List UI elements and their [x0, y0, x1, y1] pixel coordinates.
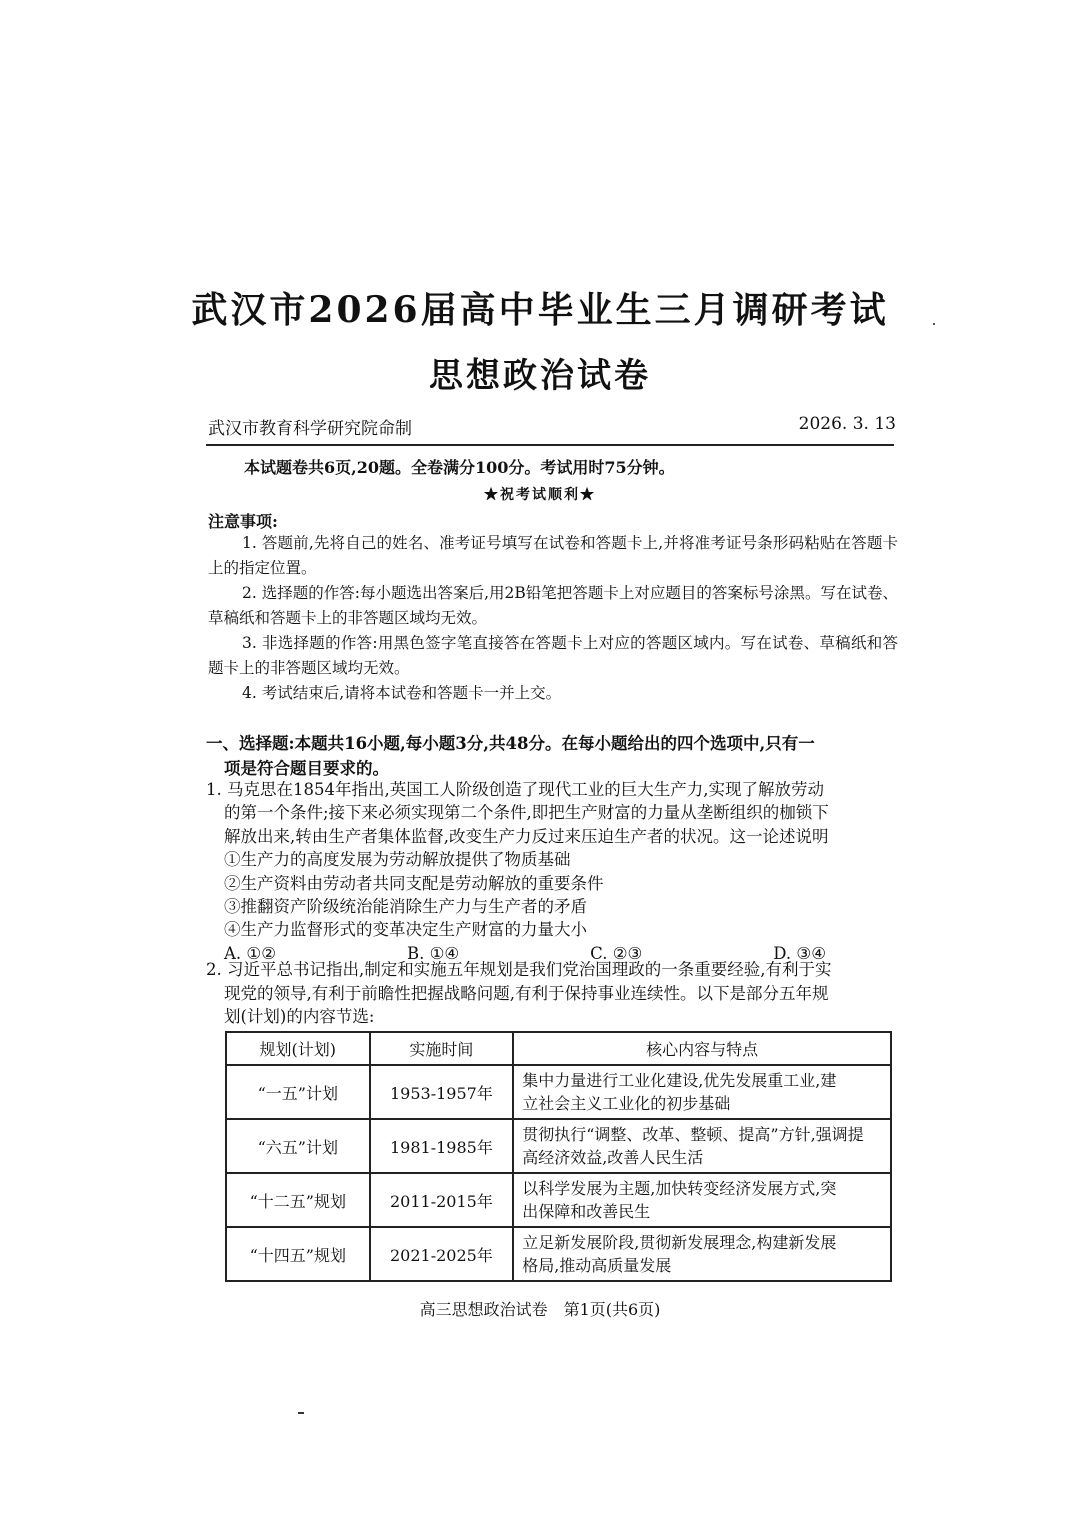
statement-2: ②生产资料由劳动者共同支配是劳动解放的重要条件: [224, 873, 604, 893]
statement-1: ①生产力的高度发展为劳动解放提供了物质基础: [224, 850, 571, 870]
page-footer: 高三思想政治试卷 第1页(共6页): [419, 1300, 661, 1319]
issuer-text: 武汉市教育科学研究院命制: [208, 419, 412, 439]
choice-d: D. ③④: [773, 943, 826, 963]
plan-name-cell: “十四五”规划: [226, 1227, 370, 1281]
period-cell: 1953-1957年: [370, 1065, 514, 1119]
column-header: 实施时间: [370, 1032, 514, 1065]
notice-item: 3. 非选择题的作答:用黑色签字笔直接答在答题卡上对应的答题区域内。写在试卷、草稿纸和答题卡上的非答题区域均无效。: [208, 634, 898, 677]
question-text-line: 划(计划)的内容节选:: [224, 1007, 375, 1027]
five-year-plan-table: [225, 1031, 892, 1282]
question-text-line: 解放出来,转由生产者集体监督,改变生产力反过来压迫生产者的状况。这一论述说明: [224, 826, 829, 846]
period-cell: 2011-2015年: [370, 1173, 514, 1227]
column-header: 规划(计划): [226, 1032, 370, 1065]
notice-item: 2. 选择题的作答:每小题选出答案后,用2B铅笔把答题卡上对应题目的答案标号涂黑。写在试卷、草稿纸和答题卡上的非答题区域均无效。: [208, 584, 898, 627]
choice-a: A. ①②: [224, 943, 276, 963]
choice-b: B. ①④: [406, 943, 460, 963]
scan-speck: [298, 1412, 304, 1414]
plan-name-cell: “一五”计划: [226, 1065, 370, 1119]
section-heading: [206, 731, 898, 781]
exam-subtitle: 思想政治试卷: [429, 356, 651, 396]
content-line: 出保障和改善民生: [522, 1202, 651, 1221]
table-row: [226, 1065, 891, 1119]
content-line: 立社会主义工业化的初步基础: [522, 1094, 731, 1113]
content-line: 以科学发展为主题,加快转变经济发展方式,突: [522, 1179, 837, 1198]
content-line: 贯彻执行“调整、改革、整顿、提高”方针,强调提: [522, 1125, 864, 1144]
statement-4: ④生产力监督形式的变革决定生产财富的力量大小: [224, 920, 587, 940]
content-cell: [513, 1173, 891, 1227]
notice-item: 1. 答题前,先将自己的姓名、准考证号填写在试卷和答题卡上,并将准考证号条形码粘贴在答题卡上的指定位置。: [208, 534, 898, 577]
question-2: [206, 958, 898, 1029]
table-row: [226, 1119, 891, 1173]
period-cell: 2021-2025年: [370, 1227, 514, 1281]
statement-3: ③推翻资产阶级统治能消除生产力与生产者的矛盾: [224, 897, 587, 917]
question-text-line: 1. 马克思在1854年指出,英国工人阶级创造了现代工业的巨大生产力,实现了解放劳动: [206, 780, 824, 799]
meta-row: [208, 414, 896, 439]
question-1: [206, 778, 898, 965]
choice-c: C. ②③: [590, 943, 643, 963]
content-line: 格局,推动高质量发展: [522, 1256, 672, 1275]
notice-title: 注意事项:: [208, 512, 278, 531]
plan-name-cell: “十二五”规划: [226, 1173, 370, 1227]
table-row: [226, 1227, 891, 1281]
section-heading-line: 一、选择题:本题共16小题,每小题3分,共48分。在每小题给出的四个选项中,只有一: [206, 734, 815, 753]
notice-item: 4. 考试结束后,请将本试卷和答题卡一并上交。: [242, 684, 562, 702]
plan-name-cell: “六五”计划: [226, 1119, 370, 1173]
good-luck-banner: ★祝考试顺利★: [484, 487, 596, 503]
question-text-line: 现党的领导,有利于前瞻性把握战略问题,有利于保持事业连续性。以下是部分五年规: [224, 983, 829, 1003]
content-cell: [513, 1119, 891, 1173]
table-row: [226, 1173, 891, 1227]
table-header-row: [226, 1032, 891, 1065]
column-header: 核心内容与特点: [513, 1032, 891, 1065]
exam-summary: 本试题卷共6页,20题。全卷满分100分。考试用时75分钟。: [244, 458, 675, 477]
content-line: 高经济效益,改善人民生活: [522, 1148, 704, 1167]
period-cell: 1981-1985年: [370, 1119, 514, 1173]
section-heading-line: 项是符合题目要求的。: [224, 759, 389, 778]
content-cell: [513, 1227, 891, 1281]
content-line: 集中力量进行工业化建设,优先发展重工业,建: [522, 1071, 837, 1090]
content-line: 立足新发展阶段,贯彻新发展理念,构建新发展: [522, 1233, 837, 1252]
question-text-line: 的第一个条件;接下来必须实现第二个条件,即把生产财富的力量从垄断组织的枷锁下: [224, 803, 829, 823]
notice-list: [208, 531, 898, 706]
header-divider: [206, 444, 894, 446]
question-text-line: 2. 习近平总书记指出,制定和实施五年规划是我们党治国理政的一条重要经验,有利于实: [206, 960, 832, 979]
exam-date: 2026. 3. 13: [798, 414, 896, 434]
exam-title: 武汉市2026届高中毕业生三月调研考试: [191, 289, 889, 331]
content-cell: [513, 1065, 891, 1119]
